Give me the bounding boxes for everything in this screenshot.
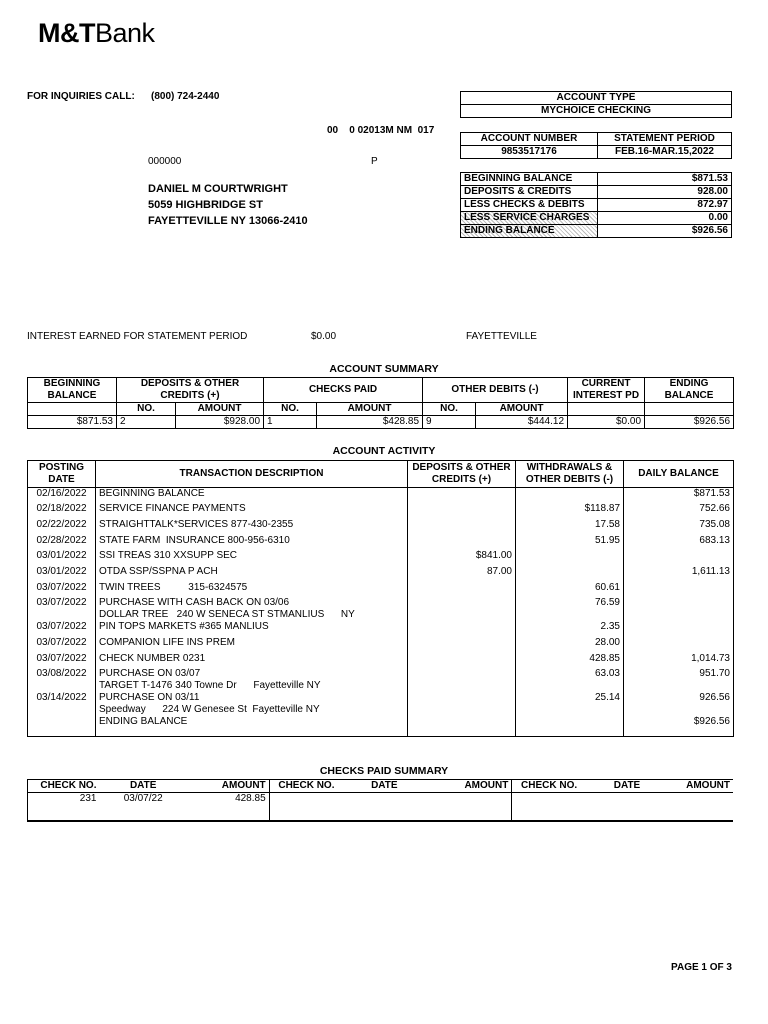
interest-label: INTEREST EARNED FOR STATEMENT PERIOD — [27, 331, 248, 342]
statement-period-value: FEB.16-MAR.15,2022 — [598, 146, 732, 159]
inquiries-label: FOR INQUIRIES CALL: — [27, 91, 135, 102]
activity-description — [96, 716, 408, 736]
summary-h-oth-no: NO. — [423, 403, 476, 416]
activity-row — [28, 668, 734, 692]
activity-date — [28, 488, 96, 504]
checks-h-date-1: DATE — [129, 780, 157, 791]
activity-row — [28, 519, 734, 535]
summary-dep-amt: $928.00 — [176, 416, 264, 429]
activity-date — [28, 535, 96, 551]
check-empty — [668, 793, 733, 821]
activity-h-dep: DEPOSITS & OTHER CREDITS (+) — [408, 461, 516, 488]
activity-date-text: 03/14/2022 — [36, 692, 87, 704]
activity-row — [28, 550, 734, 566]
activity-withdrawal-text: 76.59 — [594, 597, 620, 609]
balance-value-service: 0.00 — [598, 212, 732, 225]
activity-balance — [624, 582, 734, 598]
activity-description — [96, 582, 408, 598]
checks-summary-title: CHECKS PAID SUMMARY — [319, 765, 449, 777]
customer-address-line1: 5059 HIGHBRIDGE ST — [148, 199, 263, 211]
account-type-value: MYCHOICE CHECKING — [461, 105, 732, 118]
activity-deposit — [408, 597, 516, 621]
check-empty — [425, 793, 511, 821]
summary-h-oth-amt: AMOUNT — [476, 403, 568, 416]
checks-h-no-1: CHECK NO. — [40, 780, 97, 791]
activity-deposit — [408, 621, 516, 637]
activity-row — [28, 503, 734, 519]
summary-h-deposits: DEPOSITS & OTHER CREDITS (+) — [117, 378, 264, 403]
check-empty — [512, 793, 586, 821]
activity-date-text: 02/18/2022 — [36, 503, 87, 515]
customer-address-line2: FAYETTEVILLE NY 13066-2410 — [148, 215, 308, 227]
activity-withdrawal-text: 428.85 — [589, 652, 620, 664]
balance-value-begin: $871.53 — [598, 173, 732, 186]
activity-withdrawal — [516, 582, 624, 598]
activity-row — [28, 488, 734, 504]
checks-h-no-2: CHECK NO. — [278, 780, 335, 791]
summary-interest: $0.00 — [568, 416, 645, 429]
balance-box — [460, 172, 732, 238]
activity-date — [28, 519, 96, 535]
activity-deposit-text: $841.00 — [475, 550, 512, 562]
activity-balance-line2: 951.70 — [699, 668, 730, 680]
activity-date-text: 02/28/2022 — [36, 534, 87, 546]
activity-balance — [624, 716, 734, 736]
activity-description — [96, 597, 408, 621]
logo-mt: M&T — [38, 18, 95, 48]
activity-description — [96, 488, 408, 504]
activity-balance — [624, 653, 734, 669]
activity-deposit — [408, 550, 516, 566]
activity-balance — [624, 692, 734, 716]
inquiries-phone: (800) 724-2440 — [151, 91, 220, 102]
activity-withdrawal — [516, 597, 624, 621]
check-empty — [586, 793, 668, 821]
activity-row — [28, 653, 734, 669]
mail-p: P — [371, 156, 378, 167]
activity-date — [28, 566, 96, 582]
activity-description — [96, 668, 408, 692]
activity-date-text: 02/16/2022 — [36, 488, 87, 499]
activity-description-text: SERVICE FINANCE PAYMENTS — [99, 503, 246, 515]
activity-description — [96, 535, 408, 551]
checks-h-amount-1: AMOUNT — [187, 780, 269, 793]
summary-h-chk-no: NO. — [264, 403, 317, 416]
summary-blank — [28, 403, 117, 416]
summary-h-interest: CURRENT INTEREST PD — [568, 378, 645, 403]
account-number-value: 9853517176 — [461, 146, 598, 159]
summary-blank — [645, 403, 734, 416]
check-date: 03/07/22 — [123, 793, 163, 804]
activity-deposit — [408, 653, 516, 669]
activity-date — [28, 621, 96, 637]
summary-h-other: OTHER DEBITS (-) — [423, 378, 568, 403]
activity-balance-text: $871.53 — [693, 488, 730, 499]
activity-withdrawal — [516, 488, 624, 504]
mail-zeros: 000000 — [148, 156, 182, 167]
balance-label-service: LESS SERVICE CHARGES — [461, 212, 598, 225]
interest-value: $0.00 — [311, 331, 337, 342]
activity-date — [28, 597, 96, 621]
activity-date-text: 03/01/2022 — [36, 550, 87, 562]
account-activity-title: ACCOUNT ACTIVITY — [332, 445, 436, 457]
activity-withdrawal — [516, 692, 624, 716]
activity-row — [28, 535, 734, 551]
activity-date-text: 03/07/2022 — [36, 621, 87, 633]
activity-date-text: 03/07/2022 — [36, 637, 87, 648]
activity-deposit — [408, 668, 516, 692]
activity-description-text: SSI TREAS 310 XXSUPP SEC — [99, 550, 238, 562]
activity-description-text: OTDA SSP/SSPNA P ACH — [99, 565, 218, 577]
statement-period-label: STATEMENT PERIOD — [598, 133, 732, 146]
summary-h-dep-no: NO. — [117, 403, 176, 416]
activity-balance — [624, 668, 734, 692]
activity-withdrawal — [516, 503, 624, 519]
activity-description — [96, 637, 408, 653]
activity-date — [28, 637, 96, 653]
summary-h-chk-amt: AMOUNT — [317, 403, 423, 416]
activity-date-text: 03/07/2022 — [36, 597, 87, 609]
activity-withdrawal — [516, 566, 624, 582]
summary-h-dep-amt: AMOUNT — [176, 403, 264, 416]
activity-date — [28, 653, 96, 669]
activity-row — [28, 637, 734, 653]
activity-balance-text: 1,611.13 — [691, 565, 730, 577]
activity-description-text: PURCHASE ON 03/11 — [99, 692, 200, 704]
account-activity-table — [27, 460, 734, 737]
activity-balance — [624, 637, 734, 653]
activity-description-text: PURCHASE WITH CASH BACK ON 03/06 — [99, 597, 290, 609]
activity-withdrawal — [516, 621, 624, 637]
checks-h-date-3: DATE — [613, 780, 641, 791]
activity-balance-text: $926.56 — [693, 716, 730, 728]
check-number: 231 — [79, 793, 97, 804]
check-empty — [269, 793, 343, 821]
activity-withdrawal — [516, 550, 624, 566]
customer-name: DANIEL M COURTWRIGHT — [148, 183, 288, 195]
activity-withdrawal-text: 25.14 — [594, 692, 620, 704]
activity-withdrawal-text: $118.87 — [584, 503, 620, 515]
activity-description-text: BEGINNING BALANCE — [99, 488, 205, 499]
activity-description-text: PIN TOPS MARKETS #365 MANLIUS — [99, 621, 269, 633]
activity-balance — [624, 503, 734, 519]
activity-deposit — [408, 535, 516, 551]
activity-deposit-text: 87.00 — [486, 565, 512, 577]
activity-balance — [624, 621, 734, 637]
summary-chk-no: 1 — [264, 416, 317, 429]
checks-h-amount-3: AMOUNT — [686, 780, 730, 791]
activity-row — [28, 566, 734, 582]
activity-row — [28, 582, 734, 598]
activity-deposit — [408, 519, 516, 535]
activity-withdrawal-text: 2.35 — [600, 621, 620, 633]
activity-h-desc: TRANSACTION DESCRIPTION — [96, 461, 408, 488]
activity-date-text: 02/22/2022 — [36, 518, 87, 530]
activity-description-line2: TARGET T-1476 340 Towne Dr Fayetteville NY — [99, 680, 321, 692]
activity-row — [28, 692, 734, 716]
activity-description — [96, 550, 408, 566]
activity-date — [28, 668, 96, 692]
check-amount: 428.85 — [187, 793, 269, 821]
activity-balance — [624, 597, 734, 621]
activity-withdrawal — [516, 716, 624, 736]
activity-deposit — [408, 566, 516, 582]
summary-chk-amt: $428.85 — [317, 416, 423, 429]
account-type-box — [460, 91, 732, 118]
activity-row — [28, 716, 734, 736]
activity-withdrawal-text: 60.61 — [594, 581, 620, 593]
activity-description-text: STRAIGHTTALK*SERVICES 877-430-2355 — [99, 518, 294, 530]
activity-date — [28, 692, 96, 716]
activity-withdrawal — [516, 653, 624, 669]
summary-dep-no: 2 — [117, 416, 176, 429]
activity-row — [28, 597, 734, 621]
activity-row — [28, 621, 734, 637]
activity-description-text: STATE FARM INSURANCE 800-956-6310 — [99, 534, 290, 546]
activity-date-text: 03/07/2022 — [36, 652, 87, 664]
activity-balance — [624, 519, 734, 535]
activity-description-text: PURCHASE ON 03/07 — [99, 668, 201, 680]
activity-deposit — [408, 692, 516, 716]
activity-description-text: TWIN TREES 315-6324575 — [99, 581, 248, 593]
activity-date — [28, 503, 96, 519]
activity-deposit — [408, 488, 516, 504]
page-number: PAGE 1 OF 3 — [671, 962, 732, 973]
activity-withdrawal — [516, 637, 624, 653]
activity-balance-text: 1,014.73 — [691, 652, 730, 664]
activity-description-text: ENDING BALANCE — [99, 716, 188, 728]
activity-balance — [624, 566, 734, 582]
summary-h-end: ENDING BALANCE — [645, 378, 734, 403]
mail-code: 00 0 02013M NM 017 — [327, 125, 435, 136]
activity-description — [96, 519, 408, 535]
activity-balance — [624, 488, 734, 504]
summary-oth-no: 9 — [423, 416, 476, 429]
balance-label-checks: LESS CHECKS & DEBITS — [461, 199, 598, 212]
account-type-label: ACCOUNT TYPE — [461, 92, 732, 105]
activity-balance — [624, 535, 734, 551]
activity-date-text: 03/01/2022 — [36, 565, 87, 577]
activity-h-wd: WITHDRAWALS & OTHER DEBITS (-) — [516, 461, 624, 488]
activity-balance-text: 683.13 — [699, 534, 730, 546]
account-number-label: ACCOUNT NUMBER — [461, 133, 598, 146]
activity-deposit — [408, 582, 516, 598]
activity-deposit — [408, 637, 516, 653]
summary-h-checks: CHECKS PAID — [264, 378, 423, 403]
balance-label-deposits: DEPOSITS & CREDITS — [461, 186, 598, 199]
account-number-box — [460, 132, 732, 159]
checks-h-date-2: DATE — [371, 780, 398, 791]
activity-balance-line2: 926.56 — [699, 692, 730, 704]
balance-value-checks: 872.97 — [598, 199, 732, 212]
activity-withdrawal — [516, 668, 624, 692]
summary-begin: $871.53 — [28, 416, 117, 429]
activity-description — [96, 566, 408, 582]
activity-description-line2: Speedway 224 W Genesee St Fayetteville NY — [99, 704, 320, 716]
activity-withdrawal — [516, 519, 624, 535]
branch-name: FAYETTEVILLE — [466, 331, 537, 342]
activity-deposit — [408, 716, 516, 736]
activity-date-text: 03/08/2022 — [36, 668, 87, 680]
balance-label-ending: ENDING BALANCE — [461, 225, 598, 238]
activity-withdrawal-text: 28.00 — [594, 637, 620, 648]
summary-blank — [568, 403, 645, 416]
activity-withdrawal-text: 63.03 — [594, 668, 620, 680]
activity-description — [96, 503, 408, 519]
customer-address — [148, 181, 308, 229]
activity-description — [96, 692, 408, 716]
bank-logo — [38, 18, 155, 49]
activity-deposit — [408, 503, 516, 519]
activity-description — [96, 621, 408, 637]
balance-label-begin: BEGINNING BALANCE — [461, 173, 598, 186]
checks-h-amount-2: AMOUNT — [425, 780, 511, 793]
checks-h-no-3: CHECK NO. — [521, 780, 578, 791]
check-empty — [343, 793, 425, 821]
balance-value-deposits: 928.00 — [598, 186, 732, 199]
activity-date — [28, 550, 96, 566]
account-summary-table — [27, 377, 734, 429]
summary-h-begin: BEGINNING BALANCE — [28, 378, 117, 403]
balance-value-ending: $926.56 — [598, 225, 732, 238]
activity-withdrawal — [516, 535, 624, 551]
activity-date — [28, 716, 96, 736]
activity-date-text: 03/07/2022 — [36, 581, 87, 593]
activity-date — [28, 582, 96, 598]
activity-description-line2: DOLLAR TREE 240 W SENECA ST STMANLIUS NY — [99, 609, 355, 621]
summary-end: $926.56 — [645, 416, 734, 429]
activity-balance — [624, 550, 734, 566]
activity-balance-text: 735.08 — [699, 518, 730, 530]
activity-description-text: CHECK NUMBER 0231 — [99, 652, 206, 664]
account-summary-title: ACCOUNT SUMMARY — [329, 363, 439, 375]
activity-balance-text: 752.66 — [699, 503, 730, 515]
activity-withdrawal-text: 17.58 — [594, 518, 620, 530]
logo-bank: Bank — [94, 18, 155, 48]
summary-oth-amt: $444.12 — [476, 416, 568, 429]
activity-h-bal: DAILY BALANCE — [624, 461, 734, 488]
activity-description — [96, 653, 408, 669]
checks-summary-table — [27, 779, 733, 822]
activity-h-date: POSTING DATE — [28, 461, 96, 488]
activity-description-text: COMPANION LIFE INS PREM — [99, 637, 235, 648]
activity-withdrawal-text: 51.95 — [594, 534, 620, 546]
